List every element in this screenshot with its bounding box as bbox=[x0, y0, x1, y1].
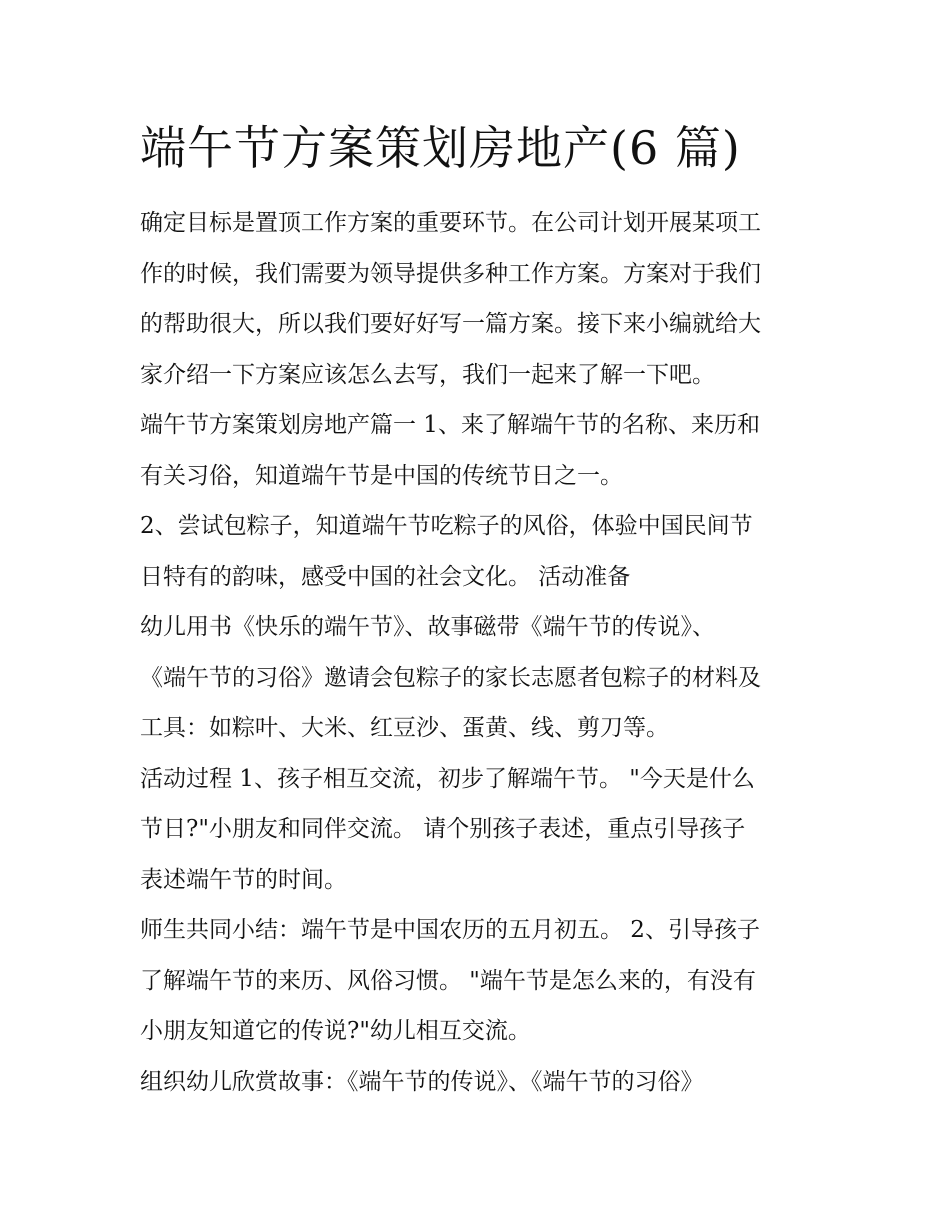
text-line: 有关习俗，知道端午节是中国的传统节日之一。 bbox=[140, 462, 623, 489]
text-line: 家介绍一下方案应该怎么去写，我们一起来了解一下吧。 bbox=[140, 361, 715, 388]
text-line: 端午节方案策划房地产篇一 1、来了解端午节的名称、来历和 bbox=[140, 412, 760, 438]
text-line: 的帮助很大，所以我们要好好写一篇方案。接下来小编就给大 bbox=[140, 311, 761, 337]
text-line: 小朋友知道它的传说?"幼儿相互交流。 bbox=[140, 1018, 531, 1044]
text-line: 2、尝试包粽子，知道端午节吃粽子的风俗，体验中国民间节 bbox=[140, 513, 753, 539]
text-line: 幼儿用书《快乐的端午节》、故事磁带《端午节的传说》、 bbox=[140, 614, 715, 640]
text-line: 确定目标是置顶工作方案的重要环节。在公司计划开展某项工 bbox=[140, 210, 761, 236]
text-line: 日特有的韵味，感受中国的社会文化。 活动准备 bbox=[140, 563, 631, 590]
text-line: 节日?"小朋友和同伴交流。 请个别孩子表述，重点引导孩子 bbox=[140, 816, 746, 842]
document-title: 端午节方案策划房地产(6 篇) bbox=[140, 121, 741, 175]
text-line: 活动过程 1、孩子相互交流，初步了解端午节。 "今天是什么 bbox=[140, 765, 755, 792]
text-line: 组织幼儿欣赏故事：《端午节的传说》、《端午节的习俗》 bbox=[140, 1068, 704, 1095]
text-line: 工具：如粽叶、大米、红豆沙、蛋黄、线、剪刀等。 bbox=[140, 715, 669, 741]
text-line: 了解端午节的来历、风俗习惯。 "端午节是怎么来的，有没有 bbox=[140, 967, 756, 994]
text-line: 师生共同小结：端午节是中国农历的五月初五。 2、引导孩子 bbox=[140, 917, 760, 943]
document-body bbox=[140, 198, 815, 1107]
text-line: 《端午节的习俗》邀请会包粽子的家长志愿者包粽子的材料及 bbox=[140, 664, 761, 691]
text-line: 作的时候，我们需要为领导提供多种工作方案。方案对于我们 bbox=[140, 260, 761, 287]
text-line: 表述端午节的时间。 bbox=[140, 866, 347, 893]
